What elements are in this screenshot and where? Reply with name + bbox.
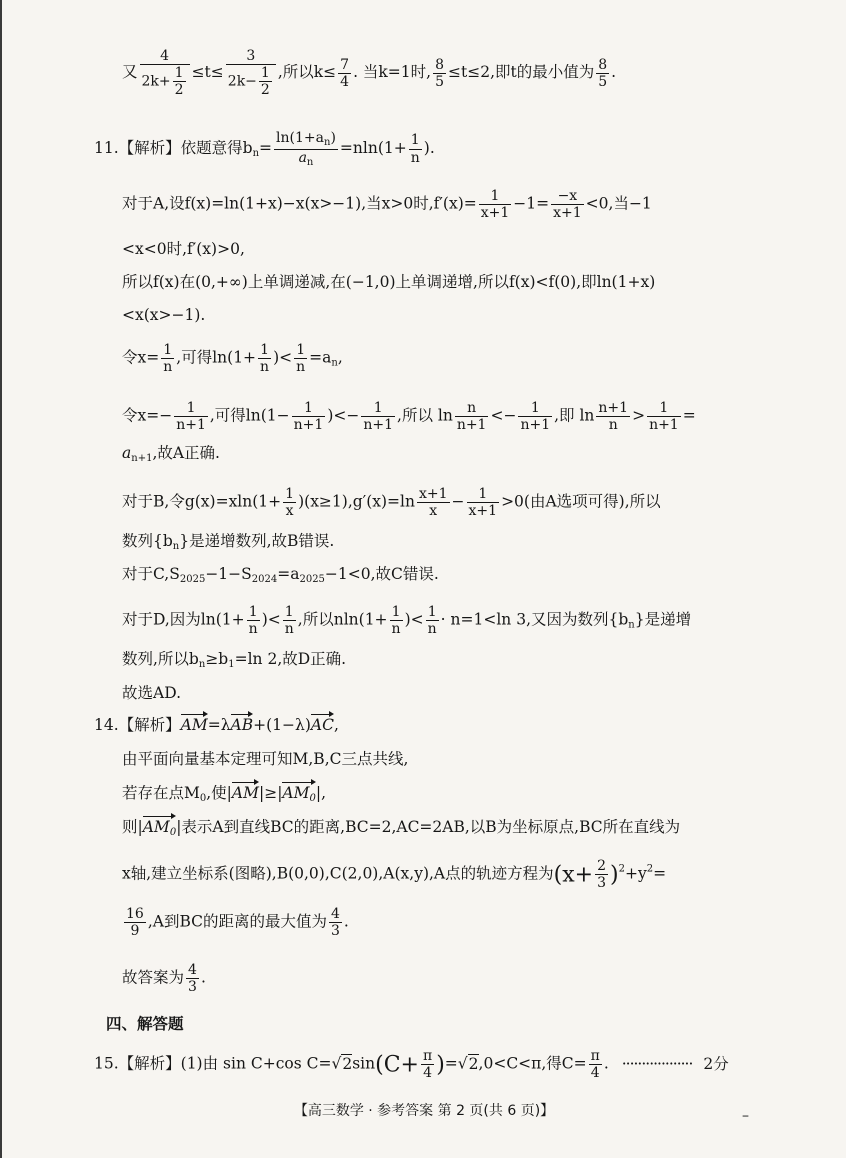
numerator: 4 — [140, 48, 190, 65]
superscript: 2 — [618, 863, 625, 875]
text: 令x=− — [122, 406, 173, 425]
text: }是递增 — [634, 610, 692, 629]
fraction — [455, 400, 489, 433]
den-part: a — [298, 149, 307, 166]
text: ) — [298, 492, 305, 511]
text: |≥| — [258, 784, 283, 802]
subscript: n — [172, 541, 180, 552]
text: · n=1<ln 3,又因为数列{b — [440, 610, 629, 629]
numerator: 1 — [426, 604, 439, 621]
q14-answer — [122, 962, 846, 995]
text: ,即 ln — [554, 406, 595, 425]
denominator: 4 — [423, 1065, 433, 1082]
vector-label: AM — [142, 818, 170, 836]
option-b-line-1 — [122, 486, 846, 519]
text: (x+ — [553, 862, 594, 888]
fraction — [433, 57, 446, 90]
subscript: 2025 — [299, 574, 325, 585]
text: ≤t≤ — [191, 63, 224, 82]
text: 数列,所以b — [122, 650, 199, 668]
fraction — [186, 962, 199, 995]
fraction — [409, 132, 422, 165]
numerator: 16 — [126, 906, 144, 922]
numerator: 1 — [647, 400, 681, 417]
fraction — [361, 400, 395, 433]
text: <0,当−1 — [585, 194, 652, 213]
subscript: 0 — [169, 827, 177, 838]
text: +y — [624, 864, 647, 883]
fraction — [173, 65, 186, 98]
q11-heading — [94, 130, 846, 168]
text: . 当k=1时, — [353, 63, 432, 82]
fraction — [421, 1048, 434, 1081]
q14-line-6 — [122, 906, 846, 939]
fraction — [283, 604, 296, 637]
fraction — [247, 604, 260, 637]
fraction — [596, 57, 609, 90]
denominator: n — [163, 359, 173, 376]
text: x轴,建立坐标系(图略),B(0,0),C(2,0),A(x,y),A点的轨迹方程为 — [122, 864, 554, 883]
text: = — [653, 864, 667, 883]
fraction — [417, 486, 450, 519]
num-part: ln(1+a — [276, 130, 324, 146]
text: (1+ — [358, 610, 388, 629]
text: 若存在点M — [122, 784, 200, 802]
text: 又 — [122, 63, 138, 82]
text: ) — [423, 139, 430, 157]
text: , — [337, 348, 343, 367]
numerator — [274, 130, 338, 150]
vector-ab: AB — [230, 716, 254, 734]
numerator: 1 — [390, 604, 403, 621]
numerator: 1 — [285, 486, 295, 502]
text: ,A到BC的距离的最大值为 — [147, 912, 327, 931]
numerator: 4 — [331, 906, 340, 922]
text: +(1−λ) — [253, 716, 311, 734]
denominator: n — [608, 417, 618, 434]
den-part: 2k− — [227, 73, 257, 90]
text: > — [632, 406, 646, 425]
numerator: 1 — [283, 604, 296, 621]
fraction — [589, 1048, 602, 1081]
text: ) — [273, 348, 280, 367]
text: < — [267, 610, 281, 629]
text: (1− — [260, 406, 290, 425]
text: 14.【解析】 — [94, 716, 181, 734]
denominator: x+1 — [468, 503, 498, 520]
page-footer: 【高三数学 · 参考答案 第 2 页(共 6 页)】 — [293, 1103, 555, 1119]
text: ≥b — [205, 650, 229, 668]
denominator: n — [296, 359, 306, 376]
text: (x≥1),g′(x)=ln — [304, 492, 415, 511]
text: , — [333, 716, 339, 734]
section-heading: 四、解答题 — [106, 1014, 184, 1033]
fraction — [124, 906, 146, 939]
fraction — [259, 65, 272, 98]
text: 对于C,S — [122, 565, 180, 583]
text: =a — [309, 348, 332, 367]
text: −1= — [513, 194, 550, 213]
numerator: 1 — [260, 65, 270, 82]
text: ,0<C<π,得C= — [478, 1054, 587, 1073]
text: |, — [315, 784, 327, 802]
text: 数列{b — [122, 532, 173, 550]
text: ,可得ln — [176, 348, 228, 367]
denominator: n — [427, 621, 437, 638]
text: <− — [490, 406, 517, 425]
denominator: n+1 — [363, 417, 394, 434]
numerator: 4 — [188, 962, 197, 978]
subscript: n — [252, 148, 260, 159]
denominator: 3 — [331, 923, 340, 940]
subscript: n — [331, 357, 338, 369]
text: ) — [404, 610, 411, 629]
denominator — [140, 65, 190, 98]
option-a-line-4: <x(x>−1). — [122, 306, 206, 324]
fraction — [274, 130, 338, 168]
den-part: 2k+ — [141, 73, 171, 90]
numerator: 1 — [361, 400, 395, 417]
text: −1−S — [205, 565, 252, 583]
fraction — [140, 48, 190, 98]
text: = — [259, 139, 273, 157]
numerator: 1 — [467, 486, 500, 503]
score-leader: ·················· — [621, 1054, 693, 1073]
text: ≤t≤2,即t的最小值为 — [448, 63, 595, 82]
text: |表示A到直线BC的距离,BC=2,AC=2AB,以B为坐标原点,BC所在直线为 — [176, 818, 681, 836]
text: ) — [436, 1052, 445, 1078]
text: =λ — [207, 716, 231, 734]
denominator: 9 — [130, 923, 140, 940]
vector-label: AM — [282, 784, 310, 802]
fraction — [161, 342, 174, 375]
fraction — [595, 858, 608, 891]
subscript: n — [323, 137, 331, 148]
option-a-line-6 — [122, 400, 846, 433]
q14-line-3 — [122, 784, 846, 805]
text: ) — [609, 862, 619, 888]
denominator — [274, 150, 338, 169]
q14-line-4 — [122, 818, 846, 839]
numerator: 8 — [435, 56, 445, 73]
denominator: n+1 — [293, 417, 324, 434]
numerator: 1 — [518, 400, 552, 417]
option-a-line-7 — [122, 444, 846, 465]
fraction — [292, 400, 326, 433]
text: (1+ — [252, 492, 282, 511]
numerator: 1 — [161, 342, 174, 359]
numerator: −x — [551, 188, 584, 205]
fraction — [258, 342, 271, 375]
option-a-line-1 — [122, 188, 846, 221]
numerator: 8 — [598, 56, 608, 73]
text: ,所以 ln — [397, 406, 453, 425]
denominator: 3 — [188, 979, 197, 996]
subscript: 0 — [309, 793, 316, 804]
denominator: x — [429, 503, 438, 520]
text: . — [611, 63, 617, 82]
q15-line-1 — [94, 1048, 846, 1081]
numerator: 1 — [294, 342, 307, 359]
fraction — [647, 400, 681, 433]
text: 令x= — [122, 348, 160, 367]
text: − — [451, 492, 465, 511]
num-part: ) — [330, 130, 336, 146]
subscript: 0 — [199, 793, 207, 804]
text: < — [410, 610, 424, 629]
text: √ — [457, 1054, 468, 1073]
text: 对于D,因为ln — [122, 610, 216, 629]
denominator: 2 — [174, 82, 184, 99]
subscript: 1 — [228, 659, 235, 670]
denominator: 4 — [590, 1065, 600, 1082]
option-a-line-3: 所以f(x)在(0,+∞)上单调递减,在(−1,0)上单调递增,所以f(x)<f(0),即ln(1+x) — [122, 273, 656, 291]
text: =nln — [339, 139, 378, 157]
radicand: 2 — [342, 1054, 353, 1073]
subscript: n+1 — [131, 453, 153, 464]
fraction — [596, 400, 630, 433]
denominator: n — [391, 621, 401, 638]
denominator: n+1 — [649, 417, 679, 434]
text: =ln 2,故D正确. — [234, 650, 347, 668]
text: (1+ — [227, 348, 257, 367]
fraction — [283, 486, 296, 519]
numerator: 1 — [247, 604, 260, 621]
numerator: 7 — [340, 56, 350, 73]
text: ,所以k≤ — [277, 63, 337, 82]
vector-am: AM — [180, 716, 208, 734]
text: <− — [333, 406, 360, 425]
text: (1+ — [215, 610, 245, 629]
fraction — [518, 400, 552, 433]
option-c — [122, 565, 846, 586]
numerator: n+1 — [598, 400, 629, 416]
fraction — [390, 604, 403, 637]
text: 则| — [122, 818, 143, 836]
denominator: n+1 — [176, 417, 206, 434]
fraction — [174, 400, 208, 433]
q14-line-5 — [122, 858, 846, 891]
denominator: 5 — [598, 73, 608, 90]
footer-mark: – — [742, 1108, 749, 1124]
denominator: n+1 — [520, 417, 551, 434]
text: ) — [327, 406, 334, 425]
denominator: x — [285, 503, 294, 520]
text: >0(由A选项可得),所以 — [501, 492, 661, 511]
text: 对于A,设f(x)=ln(1+x)−x(x>−1),当x>0时,f′(x)= — [122, 194, 477, 213]
numerator: 3 — [226, 48, 276, 65]
text: . — [343, 912, 349, 931]
fraction — [338, 57, 351, 90]
denominator — [226, 65, 276, 98]
text: (1+ — [377, 139, 407, 157]
fraction — [294, 342, 307, 375]
text: (C+ — [375, 1052, 419, 1078]
text: 故答案为 — [122, 968, 185, 987]
text: 15.【解析】(1)由 sin C+cos C= — [94, 1054, 332, 1073]
option-b-line-2 — [122, 532, 846, 553]
vector-am0 — [282, 784, 315, 805]
text: < — [279, 348, 293, 367]
numerator: 2 — [597, 858, 606, 874]
subscript: n — [628, 619, 635, 631]
option-a-line-5 — [122, 342, 846, 375]
option-d-line-1 — [122, 604, 846, 637]
denominator: 3 — [597, 875, 606, 892]
fraction — [426, 604, 439, 637]
text: =a — [277, 565, 300, 583]
numerator: 1 — [292, 400, 326, 417]
text: ,故A正确. — [152, 444, 220, 462]
denominator: 5 — [435, 73, 445, 90]
vector-ac: AC — [310, 716, 334, 734]
text: √ — [331, 1054, 342, 1073]
denominator: n — [248, 621, 258, 638]
denominator: x+1 — [480, 205, 510, 222]
subscript: 2025 — [179, 574, 206, 585]
numerator: x+1 — [418, 486, 448, 502]
fraction — [551, 188, 584, 221]
text: ,可得ln — [209, 406, 261, 425]
subscript: n — [306, 156, 314, 168]
prev-solution-ending — [122, 48, 846, 98]
numerator: 1 — [174, 65, 184, 82]
text: ) — [261, 610, 268, 629]
denominator: 4 — [340, 73, 350, 90]
denominator: n — [284, 621, 294, 638]
q14-heading — [94, 716, 846, 735]
q14-line-2: 由平面向量基本定理可知M,B,C三点共线, — [122, 750, 409, 768]
fraction — [226, 48, 276, 98]
text: −1<0,故C错误. — [324, 565, 439, 583]
text: 11.【解析】依题意得b — [94, 139, 253, 157]
denominator: x+1 — [553, 205, 582, 222]
text: . — [200, 968, 206, 987]
text: = — [444, 1054, 458, 1073]
text: . — [603, 1054, 609, 1073]
option-d-conclusion: 故选AD. — [122, 684, 181, 702]
numerator: π — [422, 1048, 433, 1064]
text: ,所以nln — [297, 610, 359, 629]
denominator: n — [260, 359, 270, 376]
numerator: 1 — [409, 132, 422, 149]
numerator: 1 — [174, 400, 208, 417]
numerator: 1 — [258, 342, 271, 359]
fraction — [329, 906, 342, 939]
superscript: 2 — [646, 863, 654, 875]
radicand: 2 — [468, 1054, 479, 1073]
option-a-line-2: <x<0时,f′(x)>0, — [122, 240, 245, 258]
numerator: n — [455, 400, 489, 417]
text: a — [122, 444, 132, 462]
denominator: n+1 — [456, 417, 487, 434]
text: ,使| — [206, 784, 232, 802]
denominator: n — [410, 149, 420, 166]
fraction — [467, 486, 500, 519]
numerator: π — [590, 1048, 600, 1064]
denominator: 2 — [260, 82, 270, 99]
numerator: 1 — [479, 188, 512, 205]
text: = — [682, 406, 696, 425]
option-d-line-2 — [122, 650, 846, 671]
text: . — [429, 139, 435, 157]
fraction — [479, 188, 512, 221]
text: 对于B,令g(x)=xln — [122, 492, 253, 511]
score: 2分 — [703, 1054, 729, 1073]
text: sin — [352, 1054, 376, 1073]
subscript: n — [198, 659, 206, 670]
vector-am: AM — [231, 784, 259, 802]
text: }是递增数列,故B错误. — [179, 532, 335, 550]
vector-am0 — [143, 818, 176, 839]
subscript: 2024 — [251, 574, 278, 585]
